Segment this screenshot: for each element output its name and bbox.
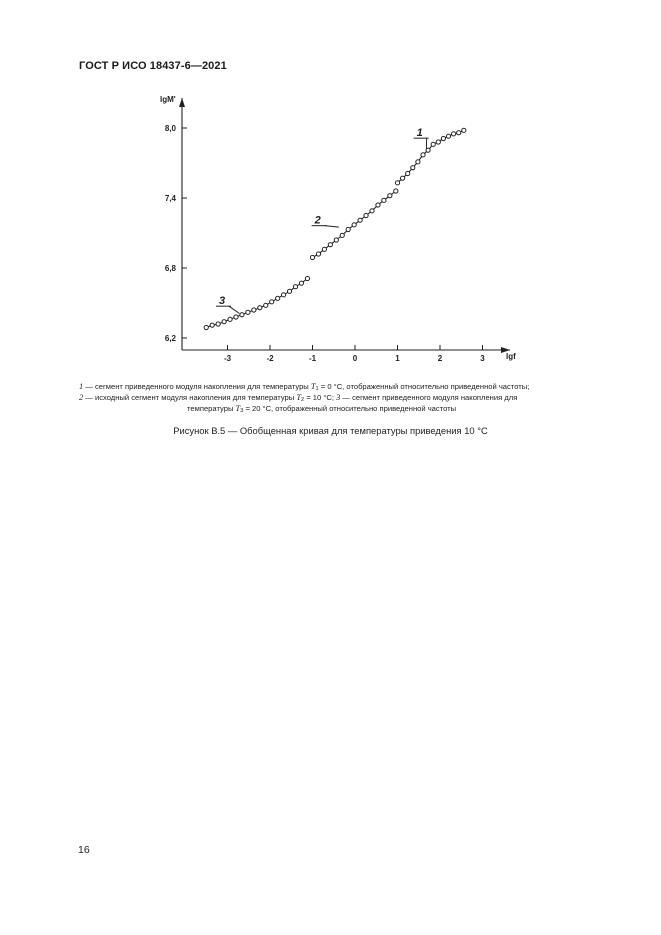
data-point: [395, 181, 399, 185]
data-point: [452, 132, 456, 136]
data-point: [388, 194, 392, 198]
data-point: [406, 171, 410, 175]
legend-line-1: 1 — сегмент приведенного модуля накопления для температуры $T_1 = 0$ °С, отображенный относительно приведенной частоты;: [79, 382, 530, 392]
data-point: [340, 233, 344, 237]
data-point: [436, 140, 440, 144]
curve-label-1: 1: [416, 127, 423, 140]
data-point: [416, 160, 420, 164]
y-tick-label: 7,4: [164, 194, 176, 203]
data-point: [364, 213, 368, 217]
data-point: [240, 313, 244, 317]
x-tick-label: -3: [223, 354, 232, 363]
data-point: [310, 255, 314, 259]
page-number: 16: [78, 844, 90, 856]
data-point: [216, 322, 220, 326]
data-point: [210, 323, 214, 327]
data-point: [264, 303, 268, 307]
data-point: [276, 296, 280, 300]
data-point: [234, 315, 238, 319]
data-point: [316, 252, 320, 256]
data-point: [258, 306, 262, 310]
y-tick-label: 6,8: [164, 264, 176, 273]
x-tick-label: 2: [437, 354, 443, 363]
data-point: [441, 136, 445, 140]
data-point: [352, 223, 356, 227]
data-point: [228, 317, 232, 321]
data-point: [270, 300, 274, 304]
data-point: [462, 128, 466, 132]
x-tick-label: -2: [266, 354, 274, 363]
data-point: [401, 176, 405, 180]
y-tick-label: 8,0: [164, 124, 176, 133]
data-point: [346, 227, 350, 231]
y-axis-arrow: [179, 98, 185, 107]
master-curve-chart: [150, 88, 540, 370]
figure-legend: [79, 381, 587, 414]
data-point: [305, 276, 309, 280]
document-header: ГОСТ Р ИСО 18437-6—2021: [79, 60, 227, 72]
data-point: [252, 308, 256, 312]
data-point: [394, 189, 398, 193]
data-point: [446, 134, 450, 138]
x-tick-label: 1: [395, 354, 400, 363]
data-point: [334, 238, 338, 242]
legend-line-3: температуры $T_3 = 20$ °С, отображенный относительно приведенной частоты: [187, 404, 457, 414]
y-axis-label: lgM': [160, 95, 176, 104]
data-point: [299, 281, 303, 285]
data-point: [328, 243, 332, 247]
data-point: [246, 310, 250, 314]
data-point: [358, 218, 362, 222]
data-point: [370, 209, 374, 213]
data-point: [382, 198, 386, 202]
x-tick-label: 0: [352, 354, 358, 363]
data-point: [457, 131, 461, 135]
curve-label-3: 3: [219, 295, 226, 308]
data-point: [322, 247, 326, 251]
curve-label-2: 2: [314, 214, 321, 227]
data-point: [287, 289, 291, 293]
data-point: [376, 203, 380, 207]
leader-line: [229, 306, 239, 313]
data-point: [431, 142, 435, 146]
data-point: [282, 293, 286, 297]
y-tick-label: 6,2: [164, 334, 176, 343]
figure-caption: Рисунок В.5 — Обобщенная кривая для температуры приведения 10 °С: [173, 425, 488, 436]
x-tick-label: 3: [480, 354, 485, 363]
x-tick-label: -1: [308, 354, 317, 363]
data-point: [421, 153, 425, 157]
x-axis-label: lgf: [506, 352, 516, 361]
data-point: [293, 285, 297, 289]
data-point: [204, 325, 208, 329]
data-point: [411, 166, 415, 170]
legend-line-2: 2 — исходный сегмент модуля накопления для температуры $T_2 = 10$ °С; 3 — сегмент приведенного модуля накопления для: [79, 393, 518, 403]
data-point: [222, 320, 226, 324]
leader-line: [325, 226, 339, 228]
